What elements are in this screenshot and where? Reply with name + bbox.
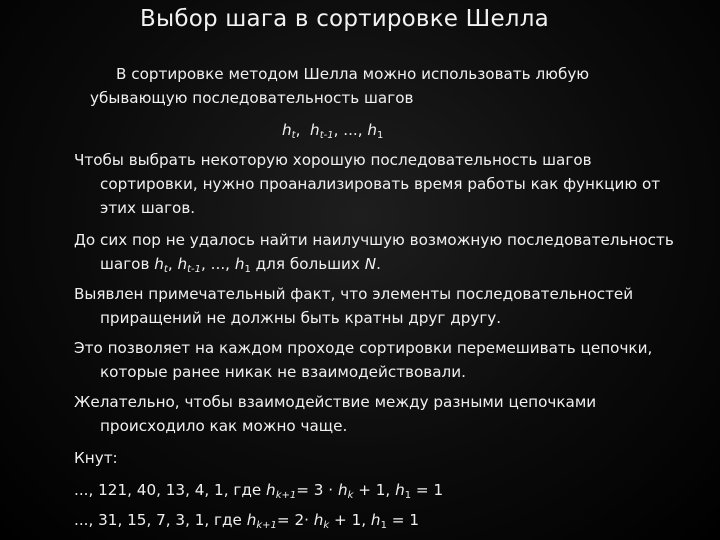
p1-line-1: Чтобы выбрать некоторую хорошую последовательность шагов xyxy=(74,151,592,169)
intro-paragraph xyxy=(90,62,589,110)
p3-line-1: Выявлен примечательный факт, что элементы последовательностей xyxy=(74,285,634,303)
intro-line-1: В сортировке методом Шелла можно использовать любую xyxy=(116,65,590,83)
p4-line-1: Это позволяет на каждом проходе сортировки перемешивать цепочки, xyxy=(74,339,653,357)
paragraph-mixing-chains xyxy=(74,336,652,384)
intro-line-2: убывающую последовательность шагов xyxy=(90,89,414,107)
slide-title: Выбор шага в сортировке Шелла xyxy=(140,6,549,32)
p4-line-2: которые ранее никак не взаимодействовали. xyxy=(100,363,466,381)
paragraph-best-sequence xyxy=(74,228,674,276)
p3-line-2: приращений не должны быть кратны друг другу. xyxy=(100,309,502,327)
knuth-sequence-1: ..., 121, 40, 13, 4, 1, где $h_{k+1}= 3 \cdot h_k + 1$, $h_1 = 1$ xyxy=(74,481,444,501)
p2-line-2: шагов $h_t$, $h_{t-1}$, ..., $h_1$ для больших N. xyxy=(100,255,381,275)
p5-line-1: Желательно, чтобы взаимодействие между разными цепочками xyxy=(74,393,597,411)
paragraph-notable-fact xyxy=(74,282,633,330)
paragraph-interaction xyxy=(74,390,596,438)
p1-line-2: сортировки, нужно проанализировать время работы как функцию от xyxy=(100,175,661,193)
p1-line-3: этих шагов. xyxy=(100,199,196,217)
knuth-sequence-2: ..., 31, 15, 7, 3, 1, где $h_{k+1}= 2\cdot h_k + 1$, $h_1 = 1$ xyxy=(74,511,419,531)
step-sequence-formula: $h_t$, $h_{t-1}$, ..., $h_1$ xyxy=(282,121,384,141)
knuth-label: Кнут: xyxy=(74,449,118,467)
paragraph-choose-steps xyxy=(74,148,660,220)
p5-line-2: происходило как можно чаще. xyxy=(100,417,348,435)
p2-line-1: До сих пор не удалось найти наилучшую возможную последовательность xyxy=(74,231,674,249)
